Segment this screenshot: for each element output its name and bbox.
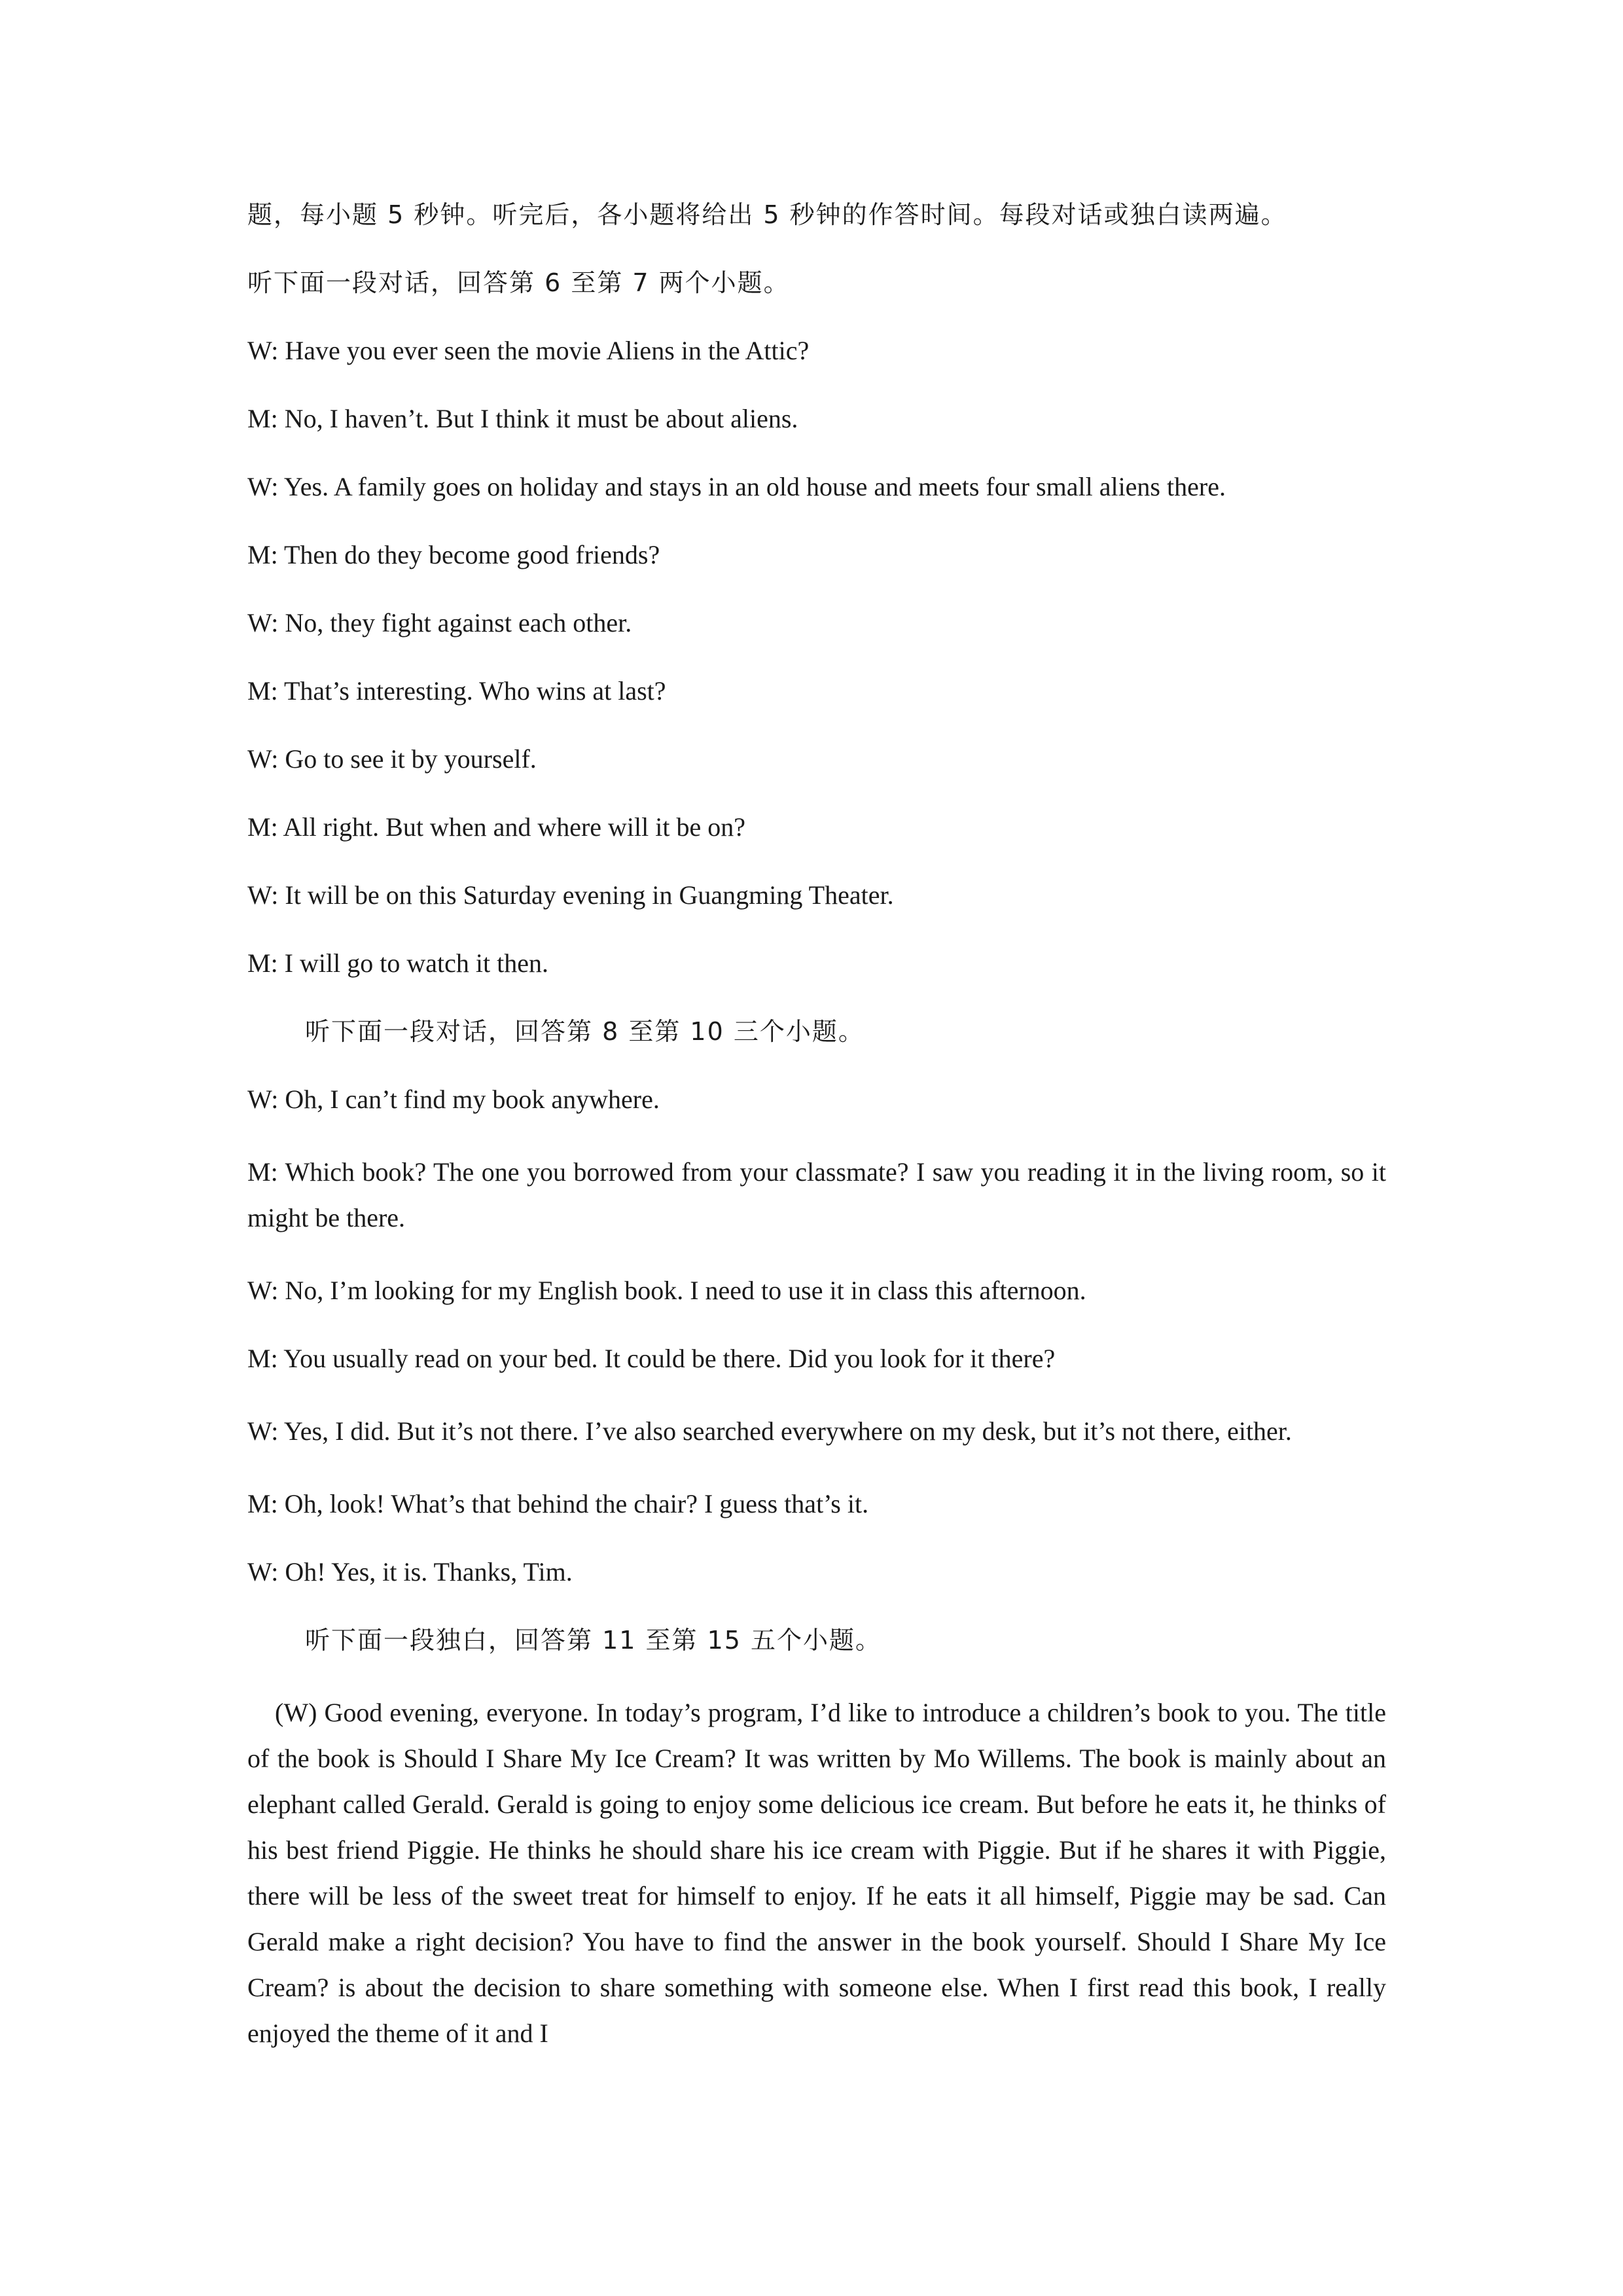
dialogue-line: W: Oh! Yes, it is. Thanks, Tim. <box>247 1557 573 1587</box>
dialogue-line: M: No, I haven’t. But I think it must be about aliens. <box>247 404 798 433</box>
instruction-line: 题，每小题 5 秒钟。听完后，各小题将给出 5 秒钟的作答时间。每段对话或独白读两遍。 <box>247 200 1287 229</box>
dialogue-line: W: Yes, I did. But it’s not there. I’ve also searched everywhere on my desk, but it’s not there, either. <box>247 1416 1292 1446</box>
document-page <box>247 196 1393 2088</box>
dialogue-line: M: That’s interesting. Who wins at last? <box>247 676 666 706</box>
dialogue-line: W: Have you ever seen the movie Aliens in the Attic? <box>247 336 810 365</box>
dialogue-line: W: Yes. A family goes on holiday and stays in an old house and meets four small aliens there. <box>247 472 1226 501</box>
monologue-paragraph: (W) Good evening, everyone. In today’s program, I’d like to introduce a children’s book to you. The title of the book is Should I Share My Ice Cream? It was written by Mo Willems. The book is mainly about an elephant called Gerald. Gerald is going to enjoy some delicious ice cream. But before he eats it, he thinks of his best friend Piggie. He thinks he should share his ice cream with Piggie. But if he shares it with Piggie, there will be less of the sweet treat for himself to enjoy. If he eats it all himself, Piggie may be sad. Can Gerald make a right decision? You have to find the answer in the book yourself. Should I Share My Ice Cream? is about the decision to share something with someone else. When I first read this book, I really enjoyed the theme of it and I <box>247 1698 1393 2048</box>
dialogue-line: M: Which book? The one you borrowed from your classmate? I saw you reading it in the living room, so it might be there. <box>247 1157 1393 1232</box>
dialogue-line: M: Then do they become good friends? <box>247 540 660 569</box>
section-heading: 听下面一段对话，回答第 8 至第 10 三个小题。 <box>305 1017 865 1046</box>
dialogue-line: M: All right. But when and where will it be on? <box>247 812 745 842</box>
dialogue-line: W: It will be on this Saturday evening in Guangming Theater. <box>247 880 894 910</box>
dialogue-line: M: I will go to watch it then. <box>247 948 548 978</box>
dialogue-line: W: Go to see it by yourself. <box>247 744 537 774</box>
dialogue-line: W: No, I’m looking for my English book. I need to use it in class this afternoon. <box>247 1276 1086 1305</box>
dialogue-line: W: Oh, I can’t find my book anywhere. <box>247 1085 660 1114</box>
dialogue-line: M: Oh, look! What’s that behind the chair? I guess that’s it. <box>247 1489 869 1518</box>
section-heading: 听下面一段对话，回答第 6 至第 7 两个小题。 <box>247 268 790 297</box>
dialogue-line: W: No, they fight against each other. <box>247 608 632 637</box>
section-heading: 听下面一段独白，回答第 11 至第 15 五个小题。 <box>305 1626 882 1655</box>
dialogue-line: M: You usually read on your bed. It could be there. Did you look for it there? <box>247 1344 1056 1373</box>
